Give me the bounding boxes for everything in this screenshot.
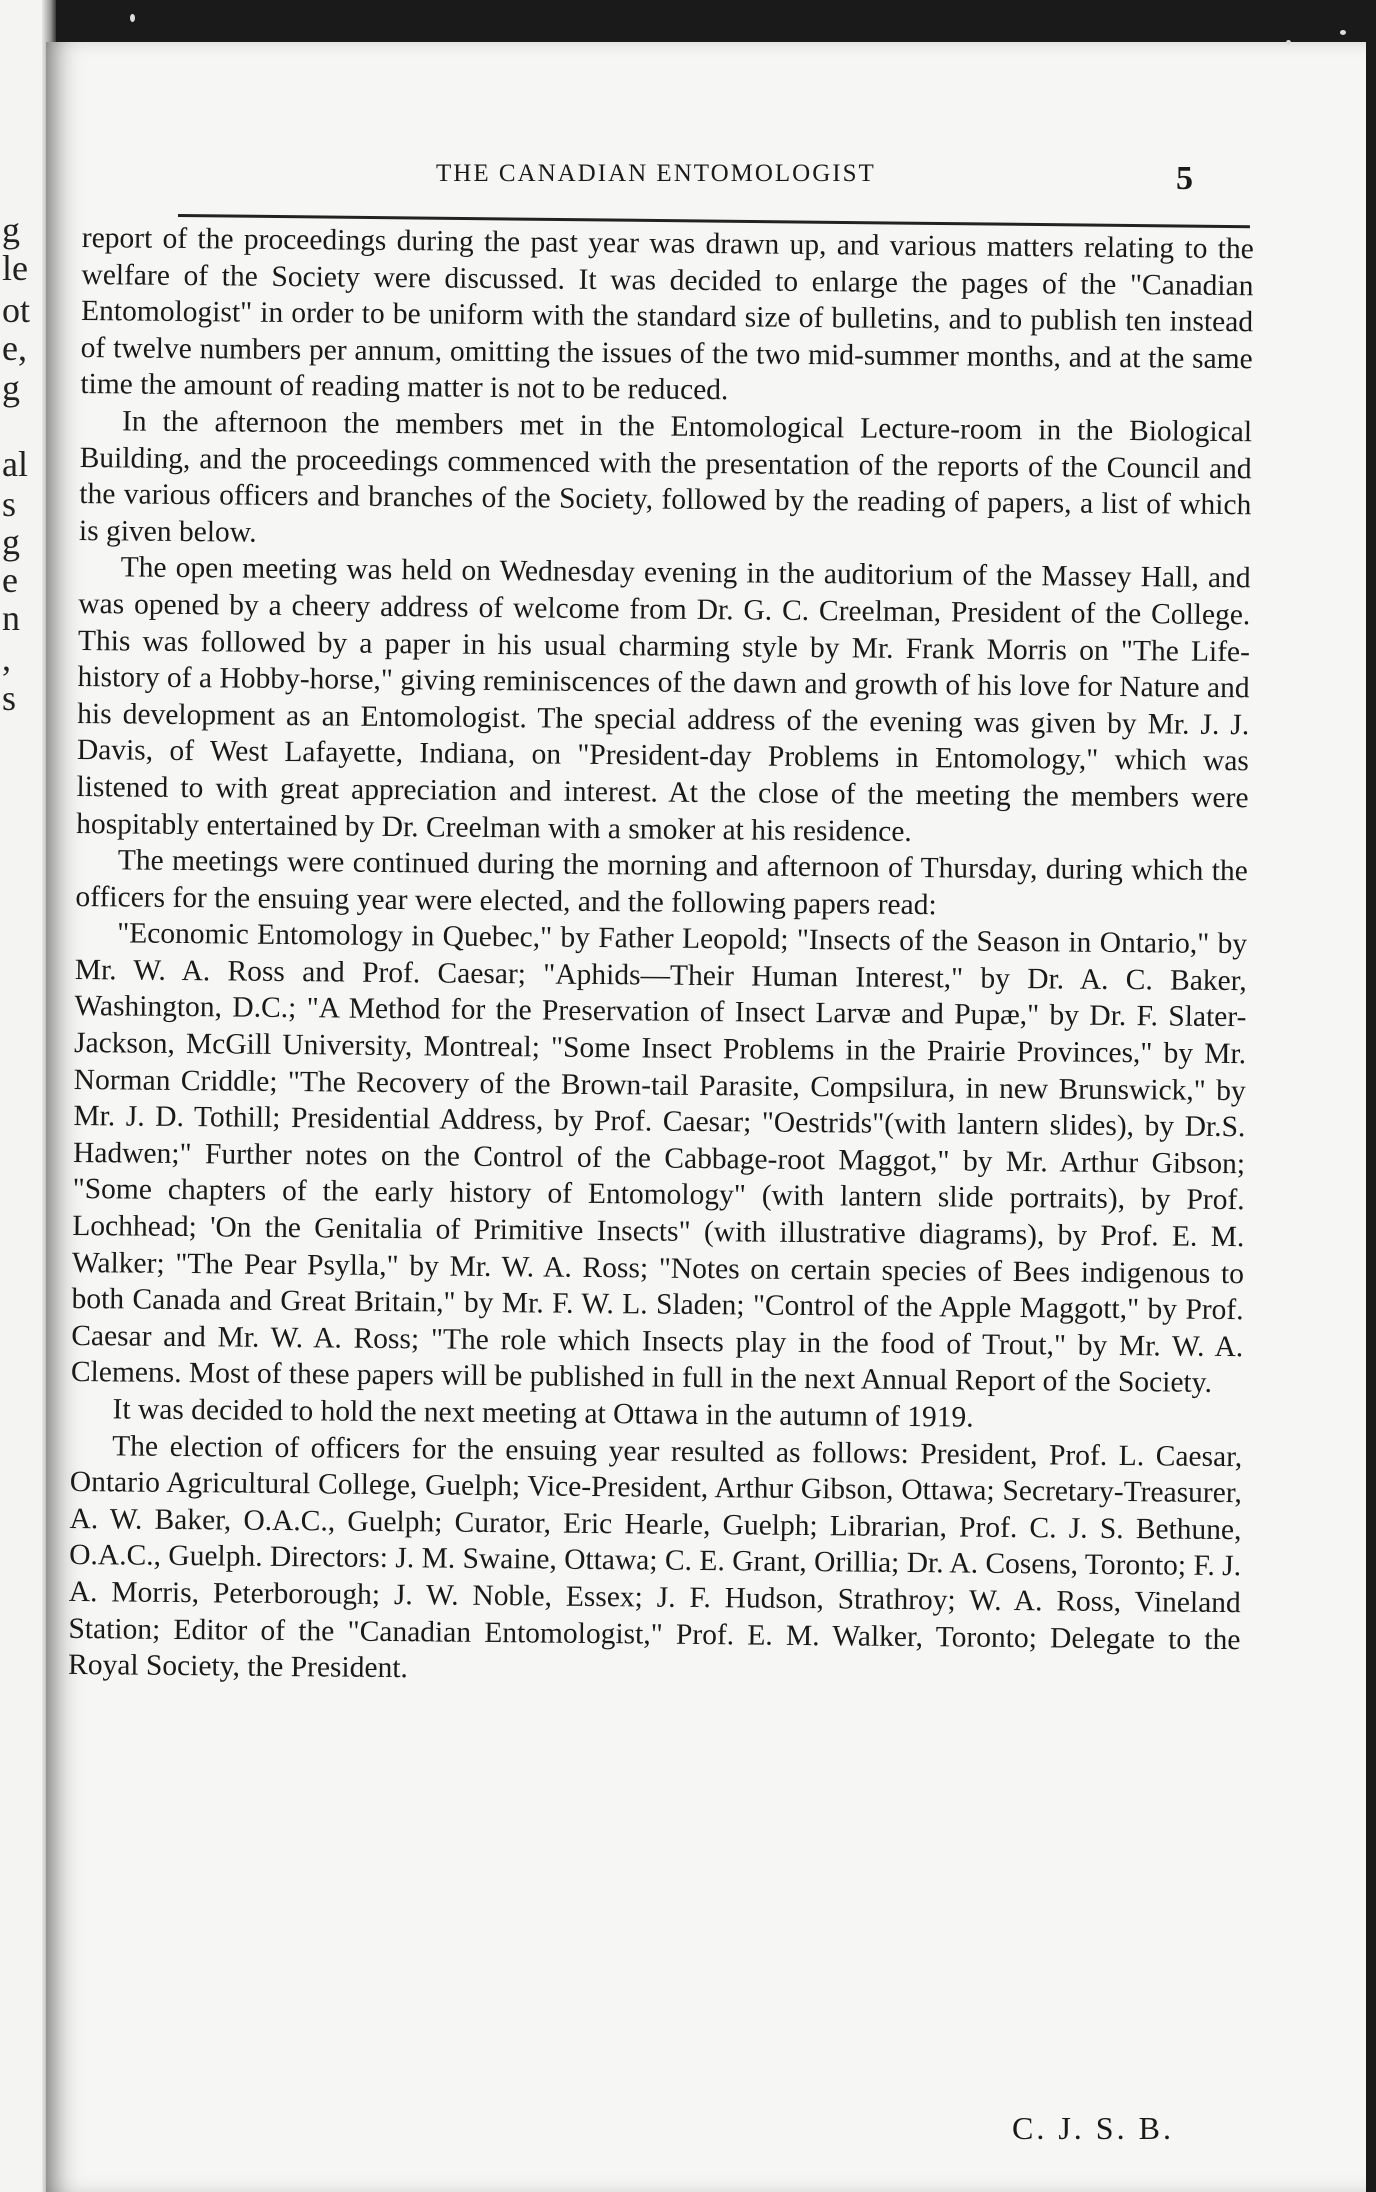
margin-fragment: e,: [2, 328, 27, 368]
margin-fragment: s: [2, 678, 17, 718]
paragraph: The open meeting was held on Wednesday evening in the auditorium of the Massey Hall, and was opened by a cheery address of welcome from Dr. G. C. Creelman, President of the College. This was followed by a paper in his usual charming style by Mr. Frank Morris on "The Life-history of a Hobby-horse," giving reminiscences of the dawn and growth of his love for Nature and his development as an Entomologist. The special address of the evening was given by Mr. J. J. Davis, of West Lafayette, Indiana, on "President-day Problems in Entomology," which was listened to with great appreciation and interest. At the close of the meeting the members were hospitably entertained by Dr. Creelman with a smoker at his residence.: [76, 551, 1251, 848]
margin-fragment: n: [2, 598, 20, 638]
paragraph: The election of officers for the ensuing year resulted as follows: President, Prof. L. Caesar, Ontario Agricultural College, Guelph; Vice-President, Arthur Gibson, Ottawa; Secretary-Treasurer, A. W. Baker, O.A.C., Guelph; Curator, Eric Hearle, Guelph; Librarian, Prof. C. J. S. Bethune, O.A.C., Guelph. Directors: J. M. Swaine, Ottawa; C. E. Grant, Orillia; Dr. A. Cosens, Toronto; F. J. A. Morris, Peterborough; J. W. Noble, Essex; J. F. Hudson, Strathroy; W. A. Ross, Vineland Station; Editor of the "Canadian Entomologist," Prof. E. M. Walker, Toronto; Delegate to the Royal Society, the President.: [67, 1429, 1243, 1685]
article-body: [68, 220, 1254, 1695]
paragraph: In the afternoon the members met in the Entomological Lecture-room in the Biological Building, and the proceedings commenced with the presentation of the reports of the Council and the various officers and branches of the Society, followed by the reading of papers, a list of which is given below.: [78, 405, 1253, 549]
margin-fragment: ot: [2, 290, 31, 330]
film-speck: [130, 14, 135, 22]
margin-fragment: e: [2, 560, 18, 600]
paragraph: "Economic Entomology in Quebec," by Father Leopold; "Insects of the Season in Ontario," by Mr. W. A. Ross and Prof. Caesar; "Aphids—Their Human Interest," by Dr. A. C. Baker, Washington, D.C.; "A Method for the Preservation of Insect Larvæ and Pupæ," by Dr. F. Slater-Jackson, McGill University, Montreal; "Some Insect Problems in the Prairie Provinces," by Mr. Norman Criddle; "The Recovery of the Brown-tail Parasite, Compsilura, in new Brunswick," by Mr. J. D. Tothill; Presidential Address, by Prof. Caesar; "Oestrids"(with lantern slides), by Dr.S. Hadwen;" Further notes on the Control of the Cabbage-root Maggot," by Mr. Arthur Gibson; "Some chapters of the early history of Entomology" (with lantern slide portraits), by Prof. Lochhead; 'On the Genitalia of Primitive Insects" (with illustrative diagrams), by Prof. E. M. Walker; "The Pear Psylla," by Mr. W. A. Ross; "Notes on certain species of Bees indigenous to both Canada and Great Britain," by Mr. F. W. L. Sladen; "Control of the Apple Maggott," by Prof. Caesar and Mr. W. A. Ross; "The role which Insects play in the food of Trout," by Mr. W. A. Clemens. Most of these papers will be published in full in the next Annual Report of the Society.: [70, 917, 1248, 1400]
margin-fragment: g: [2, 522, 20, 562]
margin-fragment: s: [2, 484, 17, 524]
film-speck: [1286, 40, 1291, 45]
running-header: THE CANADIAN ENTOMOLOGIST: [436, 160, 876, 187]
margin-fragment: al: [2, 444, 28, 484]
paragraph: It was decided to hold the next meeting at Ottawa in the autumn of 1919.: [112, 1393, 974, 1434]
paragraph: The meetings were continued during the morning and afternoon of Thursday, during which the officers for the ensuing year were elected, and the following papers read:: [75, 844, 1248, 921]
margin-fragment: g: [2, 368, 20, 408]
margin-fragment: le: [2, 248, 28, 288]
paragraph: report of the proceedings during the past year was drawn up, and various matters relating to the welfare of the Society were discussed. It was decided to enlarge the pages of the "Canadian Entomologist" in order to be uniform with the standard size of bulletins, and to publish ten instead of twelve numbers per annum, omitting the issues of the two mid-summer months, and at the same time the amount of reading matter is not to be reduced.: [80, 221, 1254, 407]
journal-page: [46, 42, 1366, 2192]
page-number: 5: [1176, 160, 1193, 197]
margin-fragment: g: [2, 210, 20, 250]
film-speck: [1340, 30, 1346, 35]
author-initials: C. J. S. B.: [1012, 2110, 1174, 2146]
margin-fragment: ,: [2, 638, 11, 678]
